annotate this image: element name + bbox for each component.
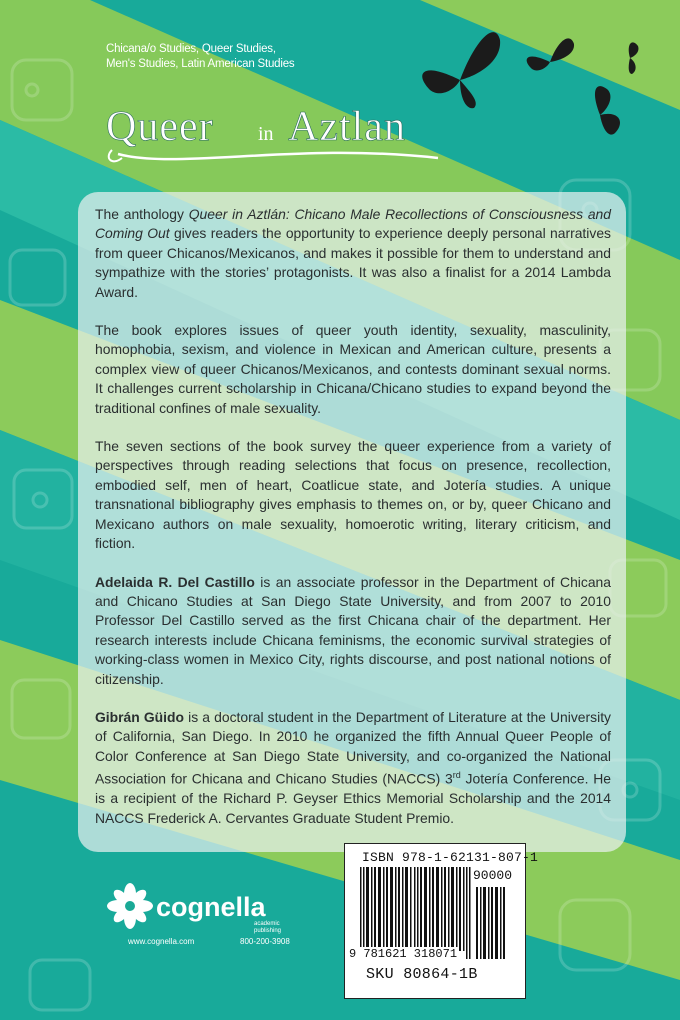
paragraph-sections: The seven sections of the book survey the queer experience from a variety of perspectives through reading selections that focus on presence, recollection, embodied self, men of heart, Coatlicue state, and Jotería studies. A unique transnational bibliography gives emphasis to themes on, or by, queer Chicano and Mexicano authors on male sexuality, homoerotic writing, literary criticism, and fiction. (95, 438, 611, 552)
sku-text: SKU 80864-1B (366, 966, 478, 983)
flower-icon (107, 883, 153, 929)
butterfly-icon (629, 42, 639, 74)
book-title (98, 92, 458, 174)
publisher-tagline-2: publishing (254, 928, 282, 934)
publisher-phone: 800-200-3908 (240, 937, 290, 946)
title-swash (118, 153, 438, 159)
title-in: in (258, 123, 274, 145)
paragraph-author-2: Gibrán Güido is a doctoral student in the Department of Literature at the University of California, San Diego. In 2010 he organized the fifth Annual Queer People of Color Conference at San Diego State University, and co-organized the National Association for Chicana and Chicano Studies (NACCS) 3rd Jotería Conference. He is a recipient of the Richard P. Geyser Ethics Memorial Scholarship and the 2014 NACCS Frederick A. Cervantes Graduate Student Premio. (95, 708, 611, 826)
title-aztlan: Aztlan (288, 104, 406, 150)
butterfly-icon (422, 32, 500, 108)
book-title-italic: Queer in Aztlán: Chicano Male Recollections of Consciousness and Coming Out (95, 206, 611, 242)
paragraph-author-1: Adelaida R. Del Castillo is an associate professor in the Department of Chicana and Chicano Studies at San Diego State University, and from 2007 to 2010 Professor Del Castillo served as the first Chicana chair of the department. Her research interests include Chicana feminisms, the economic survival strategies of working-class women in Mexico City, rights discourse, and post national notions of citizenship. (95, 573, 612, 687)
butterfly-icon (527, 38, 574, 70)
subject-categories (106, 42, 366, 72)
author-name-1: Adelaida R. Del Castillo (95, 573, 255, 590)
paragraph-themes: The book explores issues of queer youth identity, sexuality, masculinity, homophobia, sexism, and violence in Mexican and American culture, presents a complex view of queer Chicanos/Mexicanos, and contests dominant sexual norms. It challenges current scholarship in Chicana/Chicano studies to expand beyond the traditional confines of male sexuality. (95, 322, 611, 416)
publisher-website: www.cognella.com (128, 937, 195, 946)
title-queer: Queer (106, 104, 214, 150)
isbn-text: ISBN 978-1-62131-807-1 (362, 850, 539, 865)
back-cover-copy (95, 205, 611, 847)
paragraph-overview: The anthology Queer in Aztlán: Chicano Male Recollections of Consciousness and Coming Out gives readers the opportunity to experience deeply personal narratives from queer Chicanos/Mexicanos, and makes it possible for them to understand and sympathize with the stories’ protagonists. It was also a finalist for a 2014 Lambda Award. (95, 206, 611, 300)
subjects-line-2: Men's Studies, Latin American Studies (106, 58, 295, 70)
publisher-name: cognella (156, 892, 266, 922)
author-name-2: Gibrán Güido (95, 708, 185, 725)
barcode-number: 9 781621 318071 (349, 947, 458, 961)
butterfly-icon (595, 86, 620, 134)
publisher-tagline-1: academic (254, 921, 280, 927)
barcode-addon: 90000 (473, 868, 513, 883)
subjects-line-1: Chicana/o Studies, Queer Studies, (106, 43, 276, 55)
butterflies-decoration (410, 10, 680, 150)
